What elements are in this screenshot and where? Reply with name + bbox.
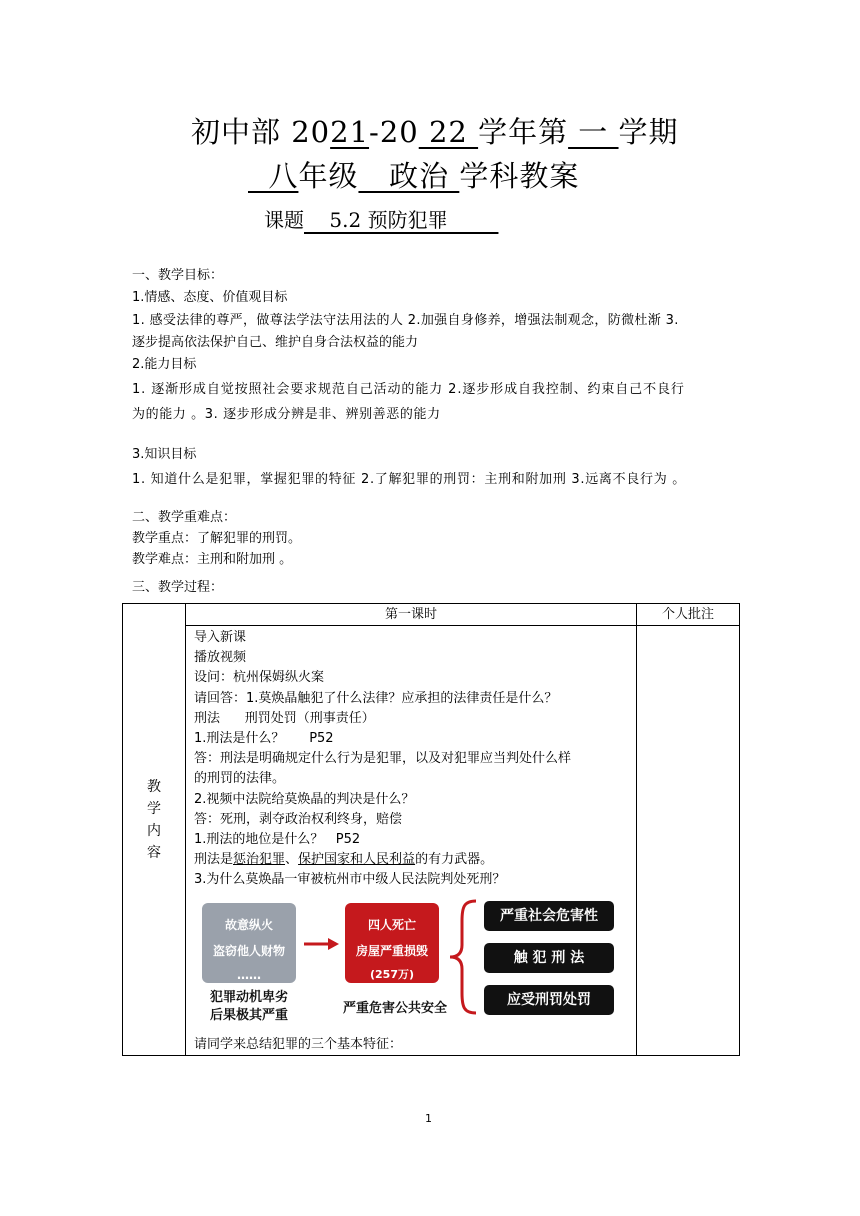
text-span: 的有力武器。 — [415, 852, 494, 868]
process-heading: 三、教学过程： — [132, 580, 224, 595]
knowledge-line-1: 1. 知道什么是犯罪，掌握犯罪的特征 2.了解犯罪的刑罚：主刑和附加刑 3.远离不良行为 。 — [132, 472, 686, 487]
content-line: 导入新课 — [194, 630, 247, 645]
lesson-table — [122, 603, 740, 1056]
text-span: 、 — [285, 852, 299, 868]
grade-value: 八 — [248, 159, 299, 193]
subject-label: 学科教案 — [459, 159, 580, 193]
emotion-line-2: 逐步提高依法保护自己、维护自身合法权益的能力 — [132, 335, 419, 350]
title-year-b: 22 — [418, 115, 479, 149]
consequence-text: 房屋严重损毁 — [355, 943, 428, 958]
caption-text: 犯罪动机卑劣 — [209, 989, 288, 1005]
text-span: 刑法是 — [194, 852, 234, 868]
ability-title: 2.能力目标 — [132, 357, 197, 372]
lesson-content-cell — [186, 626, 637, 1056]
content-line: 请回答：1.莫焕晶触犯了什么法律？应承担的法律责任是什么？ — [194, 690, 558, 706]
ability-line-1: 1. 逐渐形成自觉按照社会要求规范自己活动的能力 2.逐步形成自我控制、约束自己不良行 — [132, 382, 685, 397]
content-line — [194, 850, 636, 870]
topic-value: 5.2 预防犯罪 — [304, 208, 499, 232]
title-mid: 学年第 — [478, 115, 569, 149]
content-line: 的刑罚的法律。 — [194, 771, 286, 787]
knowledge-title: 3.知识目标 — [132, 447, 197, 462]
content-line: 2.视频中法院给莫焕晶的判决是什么？ — [194, 791, 415, 807]
cause-box — [202, 903, 296, 983]
title-line-1 — [191, 110, 679, 151]
title-prefix: 初中部 20 — [191, 115, 331, 149]
title-year-a: 21 — [330, 115, 370, 149]
arrow-right-icon — [304, 937, 340, 951]
consequence-box — [345, 903, 439, 983]
objectives-heading: 一、教学目标： — [132, 268, 224, 283]
lesson-period-header: 第一课时 — [186, 604, 637, 626]
motive-caption — [196, 989, 302, 1025]
feature-social-harm: 严重社会危害性 — [484, 901, 614, 931]
side-label-char: 教 — [147, 779, 161, 795]
underlined-term: 保护国家和人民利益 — [298, 852, 416, 868]
title-suffix: 学期 — [618, 115, 679, 149]
feature-violates-law: 触 犯 刑 法 — [484, 943, 614, 973]
emotion-title: 1.情感、态度、价值观目标 — [132, 290, 288, 305]
content-line: 1.刑法是什么？ P52 — [194, 731, 334, 747]
emotion-line-1: 1. 感受法律的尊严，做尊法学法守法用法的人 2.加强自身修养，增强法制观念，防微杜渐 3. — [132, 313, 679, 328]
side-label-cell — [123, 604, 186, 1056]
lesson-content — [186, 626, 636, 1055]
side-label — [123, 604, 185, 864]
consequence-text: 四人死亡 — [367, 917, 416, 932]
consequence-text: (257万) — [369, 968, 415, 982]
teaching-difficulty: 教学难点：主刑和附加刑 。 — [132, 552, 293, 567]
caption-text: 后果极其严重 — [209, 1007, 288, 1023]
public-safety-caption: 严重危害公共安全 — [342, 1000, 447, 1016]
personal-notes-cell[interactable] — [637, 626, 740, 1056]
side-label-char: 学 — [147, 801, 161, 817]
content-line: 刑法 刑罚处罚（刑事责任） — [194, 710, 375, 726]
subject-value: 政治 — [358, 159, 460, 193]
content-line: 1.刑法的地位是什么？ P52 — [194, 832, 361, 848]
topic-line — [264, 204, 498, 233]
content-line: 答：死刑，剥夺政治权利终身，赔偿 — [194, 811, 403, 827]
content-line: 3.为什么莫焕晶一审被杭州市中级人民法院判处死刑？ — [194, 872, 506, 888]
content-line: 播放视频 — [194, 650, 247, 666]
ability-line-2: 为的能力 。3. 逐步形成分辨是非、辨别善恶的能力 — [132, 407, 441, 422]
cause-text: 故意纵火 — [224, 917, 273, 932]
grade-label: 年级 — [298, 159, 359, 193]
underlined-term: 惩治犯罪 — [233, 852, 286, 868]
teaching-focus: 教学重点：了解犯罪的刑罚。 — [132, 531, 302, 546]
content-line: 答：刑法是明确规定什么行为是犯罪，以及对犯罪应当判处什么样 — [194, 751, 572, 767]
feature-punishable: 应受刑罚处罚 — [484, 985, 614, 1015]
content-line: 请同学来总结犯罪的三个基本特征： — [194, 1036, 403, 1052]
title-line-2 — [248, 154, 579, 195]
cause-text: …… — [237, 968, 261, 983]
keypoints-heading: 二、教学重难点： — [132, 510, 237, 525]
personal-notes-header: 个人批注 — [637, 604, 740, 626]
crime-diagram — [194, 893, 624, 1033]
content-line: 设问：杭州保姆纵火案 — [194, 670, 325, 686]
side-label-char: 容 — [147, 845, 161, 861]
topic-label: 课题 — [264, 208, 304, 232]
cause-text: 盗窃他人财物 — [212, 943, 285, 958]
title-term: 一 — [568, 115, 619, 149]
page-number: 1 — [425, 1112, 432, 1125]
side-label-char: 内 — [147, 823, 161, 839]
title-dash: -20 — [369, 115, 419, 149]
